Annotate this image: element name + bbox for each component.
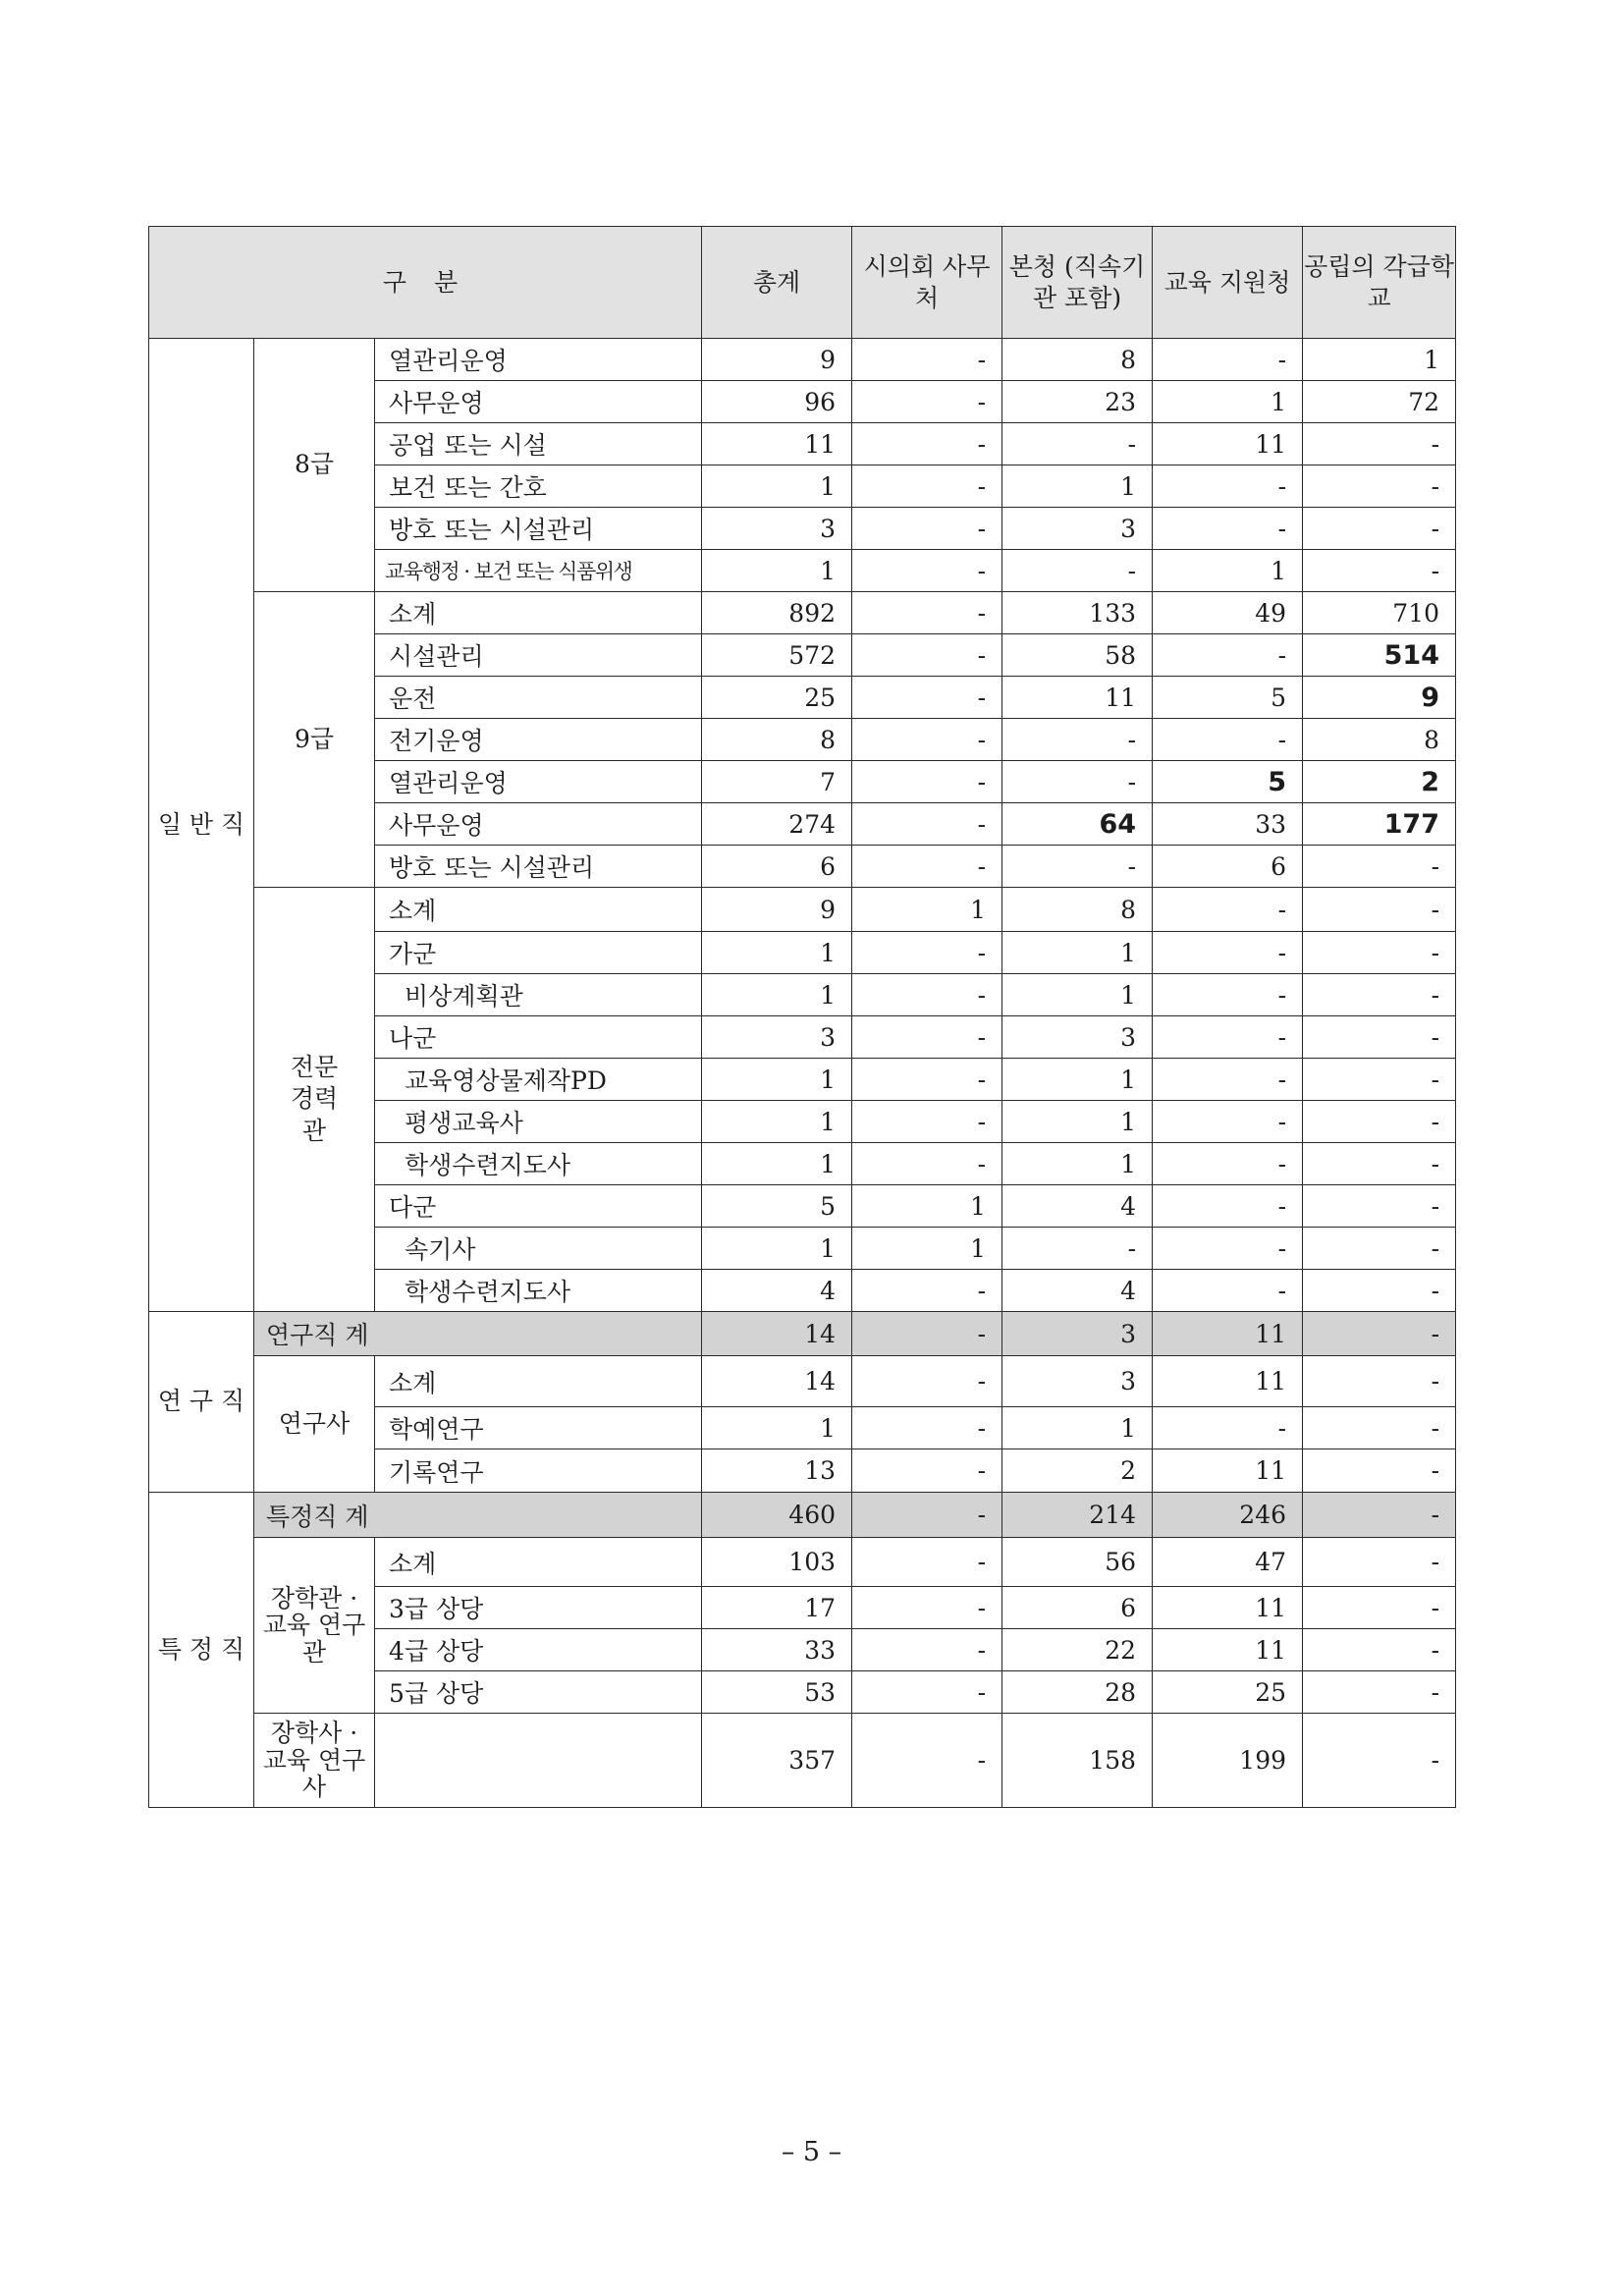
row-label: 소계 (375, 1538, 702, 1587)
cell-total: 8 (702, 719, 852, 761)
row-label: 교육영상물제작PD (375, 1059, 702, 1101)
cell-edu-support: - (1153, 1143, 1303, 1185)
cell-edu-support: 5 (1153, 677, 1303, 719)
cell-school: 2 (1303, 761, 1456, 803)
cell-hq: 133 (1002, 592, 1153, 634)
cell-total: 6 (702, 846, 852, 888)
cell-hq: 8 (1002, 339, 1153, 381)
cell-council: - (852, 1587, 1002, 1629)
table-row (149, 1493, 1456, 1538)
row-label: 5급 상당 (375, 1671, 702, 1714)
cell-edu-support: 11 (1153, 1449, 1303, 1493)
cell-school: - (1303, 1449, 1456, 1493)
cell-total: 25 (702, 677, 852, 719)
cell-school: - (1303, 1629, 1456, 1671)
cell-hq: 23 (1002, 381, 1153, 423)
header-council: 시의회 사무처 (852, 227, 1002, 339)
cell-total: 103 (702, 1538, 852, 1587)
cell-hq: 56 (1002, 1538, 1153, 1587)
cell-edu-support: - (1153, 1228, 1303, 1270)
row-label: 방호 또는 시설관리 (375, 508, 702, 550)
cell-hq: 1 (1002, 932, 1153, 974)
cell-school: - (1303, 1356, 1456, 1407)
cell-total: 1 (702, 465, 852, 508)
cell-school: 514 (1303, 634, 1456, 677)
cell-hq: 214 (1002, 1493, 1153, 1538)
cell-total: 13 (702, 1449, 852, 1493)
cell-edu-support: 5 (1153, 761, 1303, 803)
cell-school: - (1303, 423, 1456, 465)
cell-edu-support: 6 (1153, 846, 1303, 888)
cell-hq: 28 (1002, 1671, 1153, 1714)
cell-hq: - (1002, 761, 1153, 803)
cell-council: - (852, 592, 1002, 634)
table-row (149, 1714, 1456, 1808)
cell-edu-support: - (1153, 932, 1303, 974)
cell-total: 11 (702, 423, 852, 465)
cell-edu-support: 246 (1153, 1493, 1303, 1538)
cell-hq: 2 (1002, 1449, 1153, 1493)
cell-hq: 1 (1002, 1101, 1153, 1143)
cell-hq: 58 (1002, 634, 1153, 677)
cell-total: 460 (702, 1493, 852, 1538)
row-label: 평생교육사 (375, 1101, 702, 1143)
cell-total: 4 (702, 1270, 852, 1312)
cell-council: - (852, 1629, 1002, 1671)
cell-total: 1 (702, 1407, 852, 1449)
header-edu-support: 교육 지원청 (1153, 227, 1303, 339)
cell-total: 1 (702, 1228, 852, 1270)
cell-edu-support: 199 (1153, 1714, 1303, 1808)
row-label: 학생수련지도사 (375, 1270, 702, 1312)
row-label: 소계 (375, 592, 702, 634)
group-special: 특 정 직 (149, 1493, 254, 1808)
cell-council: - (852, 932, 1002, 974)
row-label: 공업 또는 시설 (375, 423, 702, 465)
cell-council: - (852, 1270, 1002, 1312)
cell-school: - (1303, 508, 1456, 550)
cell-hq: 11 (1002, 677, 1153, 719)
header-row (149, 227, 1456, 339)
cell-council: - (852, 339, 1002, 381)
cell-edu-support: - (1153, 1101, 1303, 1143)
cell-total: 357 (702, 1714, 852, 1808)
row-label: 가군 (375, 932, 702, 974)
cell-hq: 8 (1002, 888, 1153, 932)
cell-hq: 1 (1002, 974, 1153, 1016)
cell-school: - (1303, 888, 1456, 932)
cell-school: - (1303, 1228, 1456, 1270)
row-label: 연구직 계 (254, 1312, 702, 1356)
cell-school: 8 (1303, 719, 1456, 761)
cell-edu-support: 11 (1153, 1356, 1303, 1407)
cell-hq: 1 (1002, 1059, 1153, 1101)
cell-edu-support: - (1153, 465, 1303, 508)
cell-edu-support: - (1153, 1407, 1303, 1449)
cell-school: - (1303, 1101, 1456, 1143)
cell-edu-support: 33 (1153, 803, 1303, 846)
cell-total: 572 (702, 634, 852, 677)
cell-edu-support: 11 (1153, 1629, 1303, 1671)
cell-school: - (1303, 1538, 1456, 1587)
table-row (149, 1538, 1456, 1587)
cell-school: - (1303, 1143, 1456, 1185)
cell-hq: 3 (1002, 1016, 1153, 1059)
row-label: 사무운영 (375, 803, 702, 846)
cell-total: 1 (702, 1101, 852, 1143)
cell-edu-support: - (1153, 508, 1303, 550)
cell-edu-support: - (1153, 634, 1303, 677)
table-row (149, 1356, 1456, 1407)
cell-total: 33 (702, 1629, 852, 1671)
row-label: 학예연구 (375, 1407, 702, 1449)
cell-school: 1 (1303, 339, 1456, 381)
cell-council: - (852, 677, 1002, 719)
cell-total: 3 (702, 1016, 852, 1059)
cell-council: - (852, 719, 1002, 761)
cell-hq: - (1002, 423, 1153, 465)
cell-school: 177 (1303, 803, 1456, 846)
cell-school: - (1303, 932, 1456, 974)
cell-school: - (1303, 1312, 1456, 1356)
row-label: 열관리운영 (375, 339, 702, 381)
cell-edu-support: 47 (1153, 1538, 1303, 1587)
page-number: – 5 – (781, 2137, 842, 2167)
cell-school: - (1303, 1407, 1456, 1449)
cell-total: 9 (702, 888, 852, 932)
cell-hq: 1 (1002, 1407, 1153, 1449)
cell-edu-support: 1 (1153, 381, 1303, 423)
header-public-school: 공립의 각급학교 (1303, 227, 1456, 339)
row-label: 4급 상당 (375, 1629, 702, 1671)
cell-council: 1 (852, 1185, 1002, 1228)
row-label: 소계 (375, 888, 702, 932)
cell-total: 1 (702, 932, 852, 974)
cell-council: - (852, 508, 1002, 550)
cell-edu-support: - (1153, 1059, 1303, 1101)
cell-council: 1 (852, 1228, 1002, 1270)
table-row (149, 888, 1456, 932)
cell-school: - (1303, 550, 1456, 592)
cell-hq: 64 (1002, 803, 1153, 846)
cell-total: 274 (702, 803, 852, 846)
subgroup-grade-9: 9급 (254, 592, 375, 888)
row-label: 교육행정 · 보건 또는 식품위생 (375, 550, 702, 592)
cell-council: 1 (852, 888, 1002, 932)
cell-total: 9 (702, 339, 852, 381)
subgroup-grade-8: 8급 (254, 339, 375, 592)
cell-council: - (852, 1493, 1002, 1538)
cell-hq: - (1002, 719, 1153, 761)
cell-council: - (852, 1312, 1002, 1356)
cell-school: 72 (1303, 381, 1456, 423)
row-label: 속기사 (375, 1228, 702, 1270)
header-category: 구 분 (149, 227, 702, 339)
cell-council: - (852, 1143, 1002, 1185)
group-general: 일 반 직 (149, 339, 254, 1312)
cell-edu-support: 49 (1153, 592, 1303, 634)
cell-school: - (1303, 1714, 1456, 1808)
cell-school: 710 (1303, 592, 1456, 634)
row-label: 방호 또는 시설관리 (375, 846, 702, 888)
cell-total: 1 (702, 974, 852, 1016)
row-label: 시설관리 (375, 634, 702, 677)
cell-edu-support: - (1153, 1270, 1303, 1312)
cell-edu-support: - (1153, 974, 1303, 1016)
row-label (375, 1714, 702, 1808)
cell-edu-support: - (1153, 1016, 1303, 1059)
cell-council: - (852, 803, 1002, 846)
cell-hq: 3 (1002, 1356, 1153, 1407)
cell-council: - (852, 974, 1002, 1016)
cell-hq: 6 (1002, 1587, 1153, 1629)
cell-school: - (1303, 1270, 1456, 1312)
cell-council: - (852, 1059, 1002, 1101)
cell-total: 892 (702, 592, 852, 634)
staff-table (148, 226, 1456, 1808)
row-label: 3급 상당 (375, 1587, 702, 1629)
cell-council: - (852, 465, 1002, 508)
cell-council: - (852, 634, 1002, 677)
row-label: 학생수련지도사 (375, 1143, 702, 1185)
cell-edu-support: 1 (1153, 550, 1303, 592)
row-label: 보건 또는 간호 (375, 465, 702, 508)
cell-total: 53 (702, 1671, 852, 1714)
cell-hq: 3 (1002, 508, 1153, 550)
cell-hq: 4 (1002, 1270, 1153, 1312)
cell-school: - (1303, 1185, 1456, 1228)
group-research: 연 구 직 (149, 1312, 254, 1493)
row-label: 기록연구 (375, 1449, 702, 1493)
header-hq: 본청 (직속기관 포함) (1002, 227, 1153, 339)
cell-edu-support: 25 (1153, 1671, 1303, 1714)
table-row (149, 592, 1456, 634)
cell-edu-support: 11 (1153, 1312, 1303, 1356)
row-label: 비상계획관 (375, 974, 702, 1016)
cell-council: - (852, 1016, 1002, 1059)
cell-council: - (852, 1671, 1002, 1714)
cell-edu-support: - (1153, 339, 1303, 381)
cell-council: - (852, 1538, 1002, 1587)
cell-school: - (1303, 1671, 1456, 1714)
cell-total: 1 (702, 550, 852, 592)
cell-council: - (852, 381, 1002, 423)
table-row (149, 1312, 1456, 1356)
cell-school: - (1303, 1016, 1456, 1059)
cell-hq: - (1002, 550, 1153, 592)
header-total: 총계 (702, 227, 852, 339)
cell-total: 3 (702, 508, 852, 550)
cell-council: - (852, 1714, 1002, 1808)
cell-total: 1 (702, 1143, 852, 1185)
cell-total: 5 (702, 1185, 852, 1228)
cell-edu-support: 11 (1153, 1587, 1303, 1629)
row-label: 특정직 계 (254, 1493, 702, 1538)
cell-edu-support: - (1153, 719, 1303, 761)
cell-edu-support: 11 (1153, 423, 1303, 465)
cell-council: - (852, 1449, 1002, 1493)
row-label: 나군 (375, 1016, 702, 1059)
row-label: 운전 (375, 677, 702, 719)
cell-hq: 1 (1002, 1143, 1153, 1185)
cell-total: 7 (702, 761, 852, 803)
cell-council: - (852, 550, 1002, 592)
cell-council: - (852, 1101, 1002, 1143)
row-label: 사무운영 (375, 381, 702, 423)
cell-council: - (852, 761, 1002, 803)
cell-council: - (852, 1407, 1002, 1449)
cell-hq: 22 (1002, 1629, 1153, 1671)
cell-council: - (852, 846, 1002, 888)
cell-hq: 3 (1002, 1312, 1153, 1356)
cell-total: 17 (702, 1587, 852, 1629)
cell-hq: 158 (1002, 1714, 1153, 1808)
cell-total: 14 (702, 1356, 852, 1407)
cell-total: 96 (702, 381, 852, 423)
table-row (149, 339, 1456, 381)
cell-council: - (852, 423, 1002, 465)
cell-school: - (1303, 846, 1456, 888)
cell-school: - (1303, 974, 1456, 1016)
subgroup-researcher: 연구사 (254, 1356, 375, 1493)
row-label: 열관리운영 (375, 761, 702, 803)
cell-school: - (1303, 1059, 1456, 1101)
cell-edu-support: - (1153, 888, 1303, 932)
cell-school: 9 (1303, 677, 1456, 719)
cell-hq: - (1002, 846, 1153, 888)
row-label: 전기운영 (375, 719, 702, 761)
cell-council: - (852, 1356, 1002, 1407)
row-label: 다군 (375, 1185, 702, 1228)
row-label: 소계 (375, 1356, 702, 1407)
cell-school: - (1303, 1587, 1456, 1629)
subgroup-senior-supervisor: 장학관 · 교육 연구관 (254, 1538, 375, 1714)
cell-hq: - (1002, 1228, 1153, 1270)
subgroup-supervisor: 장학사 · 교육 연구사 (254, 1714, 375, 1808)
subgroup-specialist: 전문 경력 관 (254, 888, 375, 1312)
cell-total: 14 (702, 1312, 852, 1356)
cell-school: - (1303, 1493, 1456, 1538)
cell-school: - (1303, 465, 1456, 508)
cell-hq: 1 (1002, 465, 1153, 508)
cell-total: 1 (702, 1059, 852, 1101)
cell-edu-support: - (1153, 1185, 1303, 1228)
cell-hq: 4 (1002, 1185, 1153, 1228)
